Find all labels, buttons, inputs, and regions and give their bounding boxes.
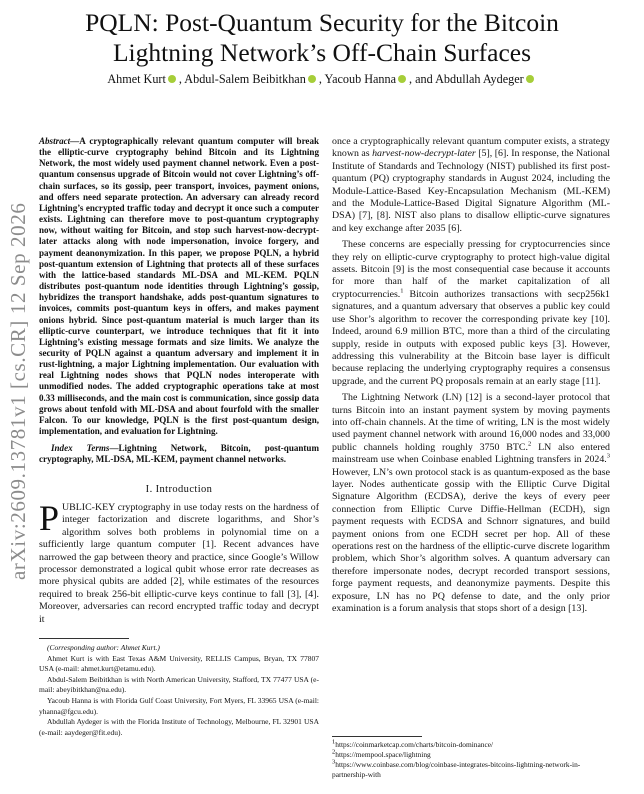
orcid-icon[interactable] bbox=[168, 75, 176, 83]
emphasis-term: harvest-now-decrypt-later bbox=[372, 148, 476, 160]
index-terms-text: —Lightning Network, Bitcoin, post-quantum cryptography, ML-DSA, ML-KEM, payment channel networks. bbox=[39, 443, 319, 465]
intro-paragraph bbox=[39, 497, 319, 626]
author-name: Abdul-Salem Beibitkhan bbox=[184, 72, 306, 86]
index-terms bbox=[39, 443, 319, 465]
abstract bbox=[39, 136, 319, 437]
body-text: The Lightning Network (LN) [12] is a second-layer protocol that turns Bitcoin into an instant payment system by moving payments into off-chain channels. At the time of writing, LN is the most widely used payment channel network with around 16,000 nodes and 33,000 public channels holding roughly 3750 BTC. bbox=[332, 392, 610, 453]
orcid-icon[interactable] bbox=[526, 75, 534, 83]
footnote-link[interactable]: https://www.coinbase.com/blog/coinbase-integrates-bitcoins-lightning-network-in-partnership-with bbox=[332, 760, 581, 779]
affiliation: Ahmet Kurt is with East Texas A&M University, RELLIS Campus, Bryan, TX 77807 USA (e-mail: ahmet.kurt@etamu.edu). bbox=[39, 653, 319, 674]
author-name: Yacoub Hanna bbox=[324, 72, 397, 86]
body-paragraph bbox=[332, 136, 610, 235]
footnote-rule bbox=[39, 638, 129, 639]
body-text: These concerns are especially pressing for cryptocurrencies since they rely on elliptic-curve cryptography to protect high-value digital assets. Bitcoin [9] is the most consequential case because it accounts for more than half of the market capitalization of all cryptocurrencies. bbox=[332, 239, 610, 300]
index-terms-lead: Index Terms bbox=[51, 443, 110, 454]
author-name: Ahmet Kurt bbox=[107, 72, 166, 86]
body-text: However, LN’s own protocol stack is as quantum-exposed as the base layer. Nodes authenticate gossip with the Elliptic Curve Digital Signature Algorithm (ECDSA), derive the keys of every peer connection from Elliptic Curve Diffie-Hellman (ECDH), sign payment requests with ECDSA and Schnorr signatures, and build payment onions from one ECDH secret per hop. All of these operations rest on the hardness of the elliptic-curve discrete logarithm problem, which Shor’s algorithm solves. A quantum adversary can therefore impersonate nodes, decrypt recorded transport sessions, forge payment requests, and deanonymize payments. Despite this exposure, LN has no PQ defense to date, and the only prior examination is a forum analysis that stops short of a design [13]. bbox=[332, 466, 610, 615]
body-text: [5], [6]. In response, the National Institute of Standards and Technology (NIST) published its first post-quantum (PQ) cryptography standards in August 2024, including the Module-Lattice-Based Key-Encapsulation Mechanism (ML-KEM) and the Module-Lattice-Based Digital Signature Algorithm (ML-DSA) [7], [8]. NIST also plans to disallow elliptic-curve signatures and key exchange after 2035 [6]. bbox=[332, 148, 610, 234]
footnote bbox=[332, 760, 610, 780]
footnote-link[interactable]: https://coinmarketcap.com/charts/bitcoin-dominance/ bbox=[335, 740, 494, 749]
affiliation: Yacoub Hanna is with Florida Gulf Coast University, Fort Myers, FL 33965 USA (e-mail: yhanna@fgcu.edu). bbox=[39, 695, 319, 716]
author-list bbox=[40, 71, 604, 87]
footnote-mark[interactable]: 2 bbox=[527, 440, 532, 448]
body-text: LN also entered mainstream use when Coinbase enabled Lightning transfers in 2024. bbox=[332, 441, 610, 466]
footnote-number: 2 bbox=[332, 748, 336, 756]
body-text: Bitcoin authorizes transactions with secp256k1 signatures, and a quantum adversary that observes a public key could use Shor’s algorithm to recover the corresponding private key [10]. Indeed, around 6.9 million BTC, more than a third of the circulating supply, reside in outputs with exposed public keys [3]. However, addressing this vulnerability at the Bitcoin base layer is difficult because replacing the underlying cryptography requires a consensus upgrade, and the current PQ proposals remain at an early stage [11]. bbox=[332, 288, 610, 387]
affiliation: Abdul-Salem Beibitkhan is with North American University, Stafford, TX 77477 USA (e-mail: abeyibitkhan@na.edu). bbox=[39, 674, 319, 695]
section-heading: I. Introduction bbox=[145, 483, 213, 495]
footnote-number: 3 bbox=[332, 758, 336, 766]
footnote-mark[interactable]: 1 bbox=[400, 287, 404, 295]
footnote bbox=[332, 740, 610, 750]
author-name: Abdullah Aydeger bbox=[435, 72, 524, 86]
left-column bbox=[39, 136, 319, 738]
footnote-mark[interactable]: 3 bbox=[606, 452, 610, 460]
drop-cap: P bbox=[39, 497, 60, 538]
orcid-icon[interactable] bbox=[308, 75, 316, 83]
footnotes bbox=[332, 736, 610, 780]
footnote bbox=[332, 750, 610, 760]
arxiv-stamp-text: arXiv:2609.13781v1 [cs.CR] 12 Sep 2026 bbox=[6, 202, 30, 580]
footnote-number: 1 bbox=[332, 738, 336, 746]
intro-text: UBLIC-KEY cryptography in use today rests on the hardness of integer factorization and discrete logarithms, and Shor’s algorithm solves both problems in polynomial time on a sufficiently large quantum computer [1]. Recent advances have narrowed the gap between theory and practice, since Google’s Willow processor demonstrated a logical qubit whose error rate decreases as more physical qubits are added [2], while estimates of the resources required to break 256-bit elliptic-curve keys continue to fall [3], [4]. Moreover, adversaries can record encrypted traffic today and decrypt it bbox=[39, 501, 319, 625]
author-separator: , bbox=[178, 72, 185, 86]
author-separator: , and bbox=[409, 72, 436, 86]
abstract-lead: Abstract bbox=[39, 136, 71, 146]
affiliation: Abdullah Aydeger is with the Florida Institute of Technology, Melbourne, FL 32901 USA (e-mail: aaydeger@fit.edu). bbox=[39, 717, 319, 737]
abstract-text: —A cryptographically relevant quantum computer will break the elliptic-curve cryptography behind Bitcoin and its Lightning Network, the most widely used payment channel network. Even a post-quantum consensus upgrade of Bitcoin would not cover Lightning’s off-chain surfaces, so its gossip, peer transport, invoices, payment onions, and offers need separate protection. An adversary can already record Lightning’s encrypted traffic today and decrypt it once such a computer exists. Lightning can therefore move to post-quantum cryptography now, without waiting for Bitcoin, and stop such harvest-now-decrypt-later attacks along with node impersonation, invoice forgery, and payment deanonymization. In this paper, we propose PQLN, a hybrid post-quantum extension of Lightning that protects all of these surfaces with the lattice-based standards ML-DSA and ML-KEM. PQLN distributes post-quantum node identities through Lightning’s gossip, hybridizes the transport handshake, adds post-quantum signatures to invoices, commits post-quantum keys in offers, and makes payment onions hybrid. Since post-quantum material is much larger than its elliptic-curve counterpart, we introduce techniques that fit it into Lightning’s existing message formats and size limits. We analyze the security of PQLN against a quantum adversary and implement it in rust-lightning, a major Lightning implementation. Our evaluation with real Lightning nodes shows that PQLN nodes interoperate with unmodified nodes. The added cryptographic operations take at most 0.33 milliseconds, and the main cost is communication, since gossip data grows about tenfold with ML-DSA and about fourfold with the smaller Falcon. To our knowledge, PQLN is the first post-quantum design, implementation, and evaluation for Lightning. bbox=[39, 136, 319, 437]
body-paragraph bbox=[332, 239, 610, 388]
corresponding-author: (Corresponding author: Ahmet Kurt.) bbox=[47, 643, 160, 652]
body-text: once a cryptographically relevant quantum computer exists, a strategy known as bbox=[332, 136, 610, 160]
orcid-icon[interactable] bbox=[398, 75, 406, 83]
author-separator: , bbox=[318, 72, 325, 86]
right-column bbox=[332, 136, 610, 615]
body-paragraph bbox=[332, 392, 610, 615]
footnote-rule bbox=[332, 736, 422, 737]
footnote-link[interactable]: https://mempool.space/lightning bbox=[335, 750, 431, 759]
paper-title: PQLN: Post-Quantum Security for the Bitcoin Lightning Network’s Off-Chain Surfaces bbox=[85, 8, 559, 67]
